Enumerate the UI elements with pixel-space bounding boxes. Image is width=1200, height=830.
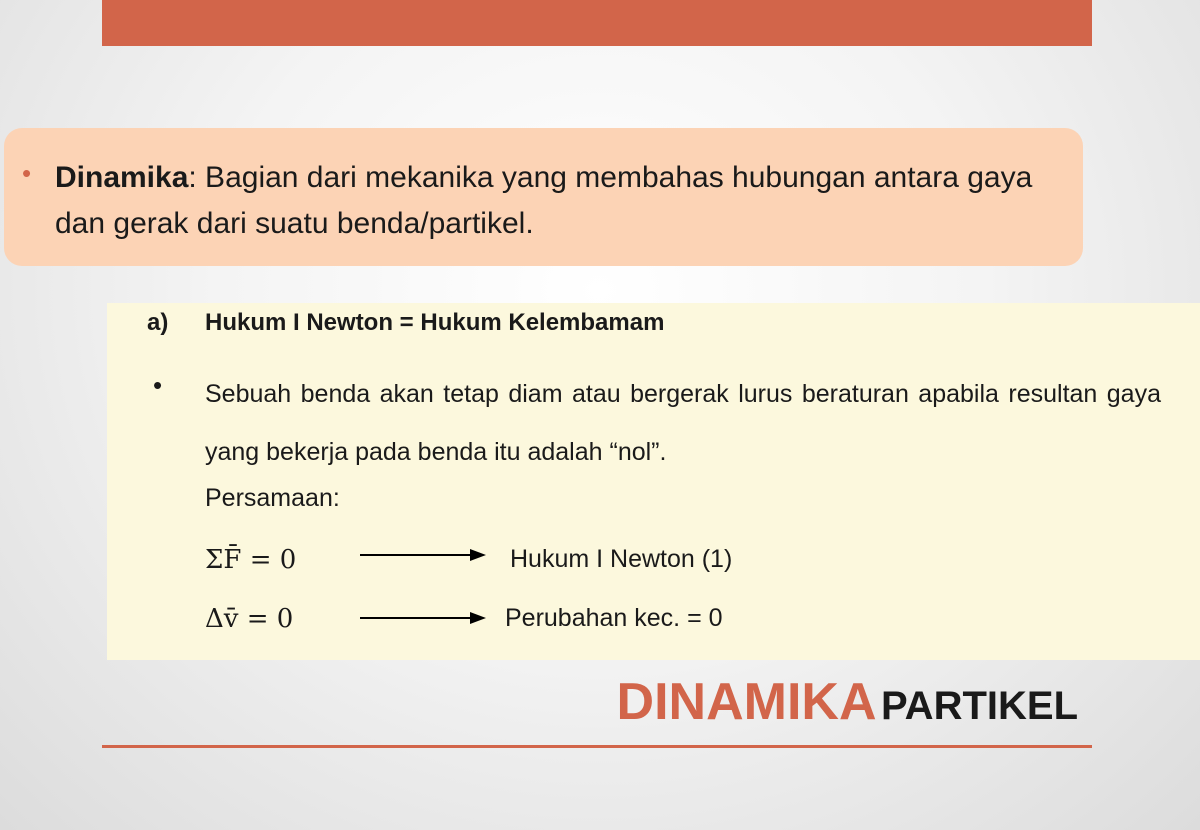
bottom-divider bbox=[102, 745, 1092, 748]
slide-title-main: DINAMIKA bbox=[616, 673, 877, 731]
top-accent-bar bbox=[102, 0, 1092, 46]
definition-text bbox=[55, 155, 1065, 247]
equations-label: Persamaan: bbox=[205, 484, 340, 512]
definition-term: Dinamika bbox=[55, 161, 189, 194]
definition-body: : Bagian dari mekanika yang membahas hubungan antara gaya dan gerak dari suatu benda/partikel. bbox=[55, 161, 1033, 240]
equation-description: Hukum I Newton (1) bbox=[510, 545, 733, 573]
law-marker: a) bbox=[147, 309, 169, 336]
equation-formula: Δv̄ = 0 bbox=[205, 604, 294, 634]
law-bullet: • bbox=[153, 370, 163, 400]
equation-formula: ΣF̄ = 0 bbox=[205, 545, 297, 575]
law-statement: Sebuah benda akan tetap diam atau bergerak lurus beraturan apabila resultan gaya yang bekerja pada benda itu adalah “nol”. bbox=[205, 380, 1161, 466]
slide-title-sub: PARTIKEL bbox=[880, 684, 1078, 728]
law-title: Hukum I Newton = Hukum Kelembamam bbox=[205, 309, 665, 336]
arrow-right-icon bbox=[360, 547, 486, 563]
slide-title bbox=[617, 672, 1078, 732]
arrow-right-icon bbox=[360, 610, 486, 626]
definition-bullet: • bbox=[22, 158, 32, 188]
equation-description: Perubahan kec. = 0 bbox=[505, 604, 723, 632]
